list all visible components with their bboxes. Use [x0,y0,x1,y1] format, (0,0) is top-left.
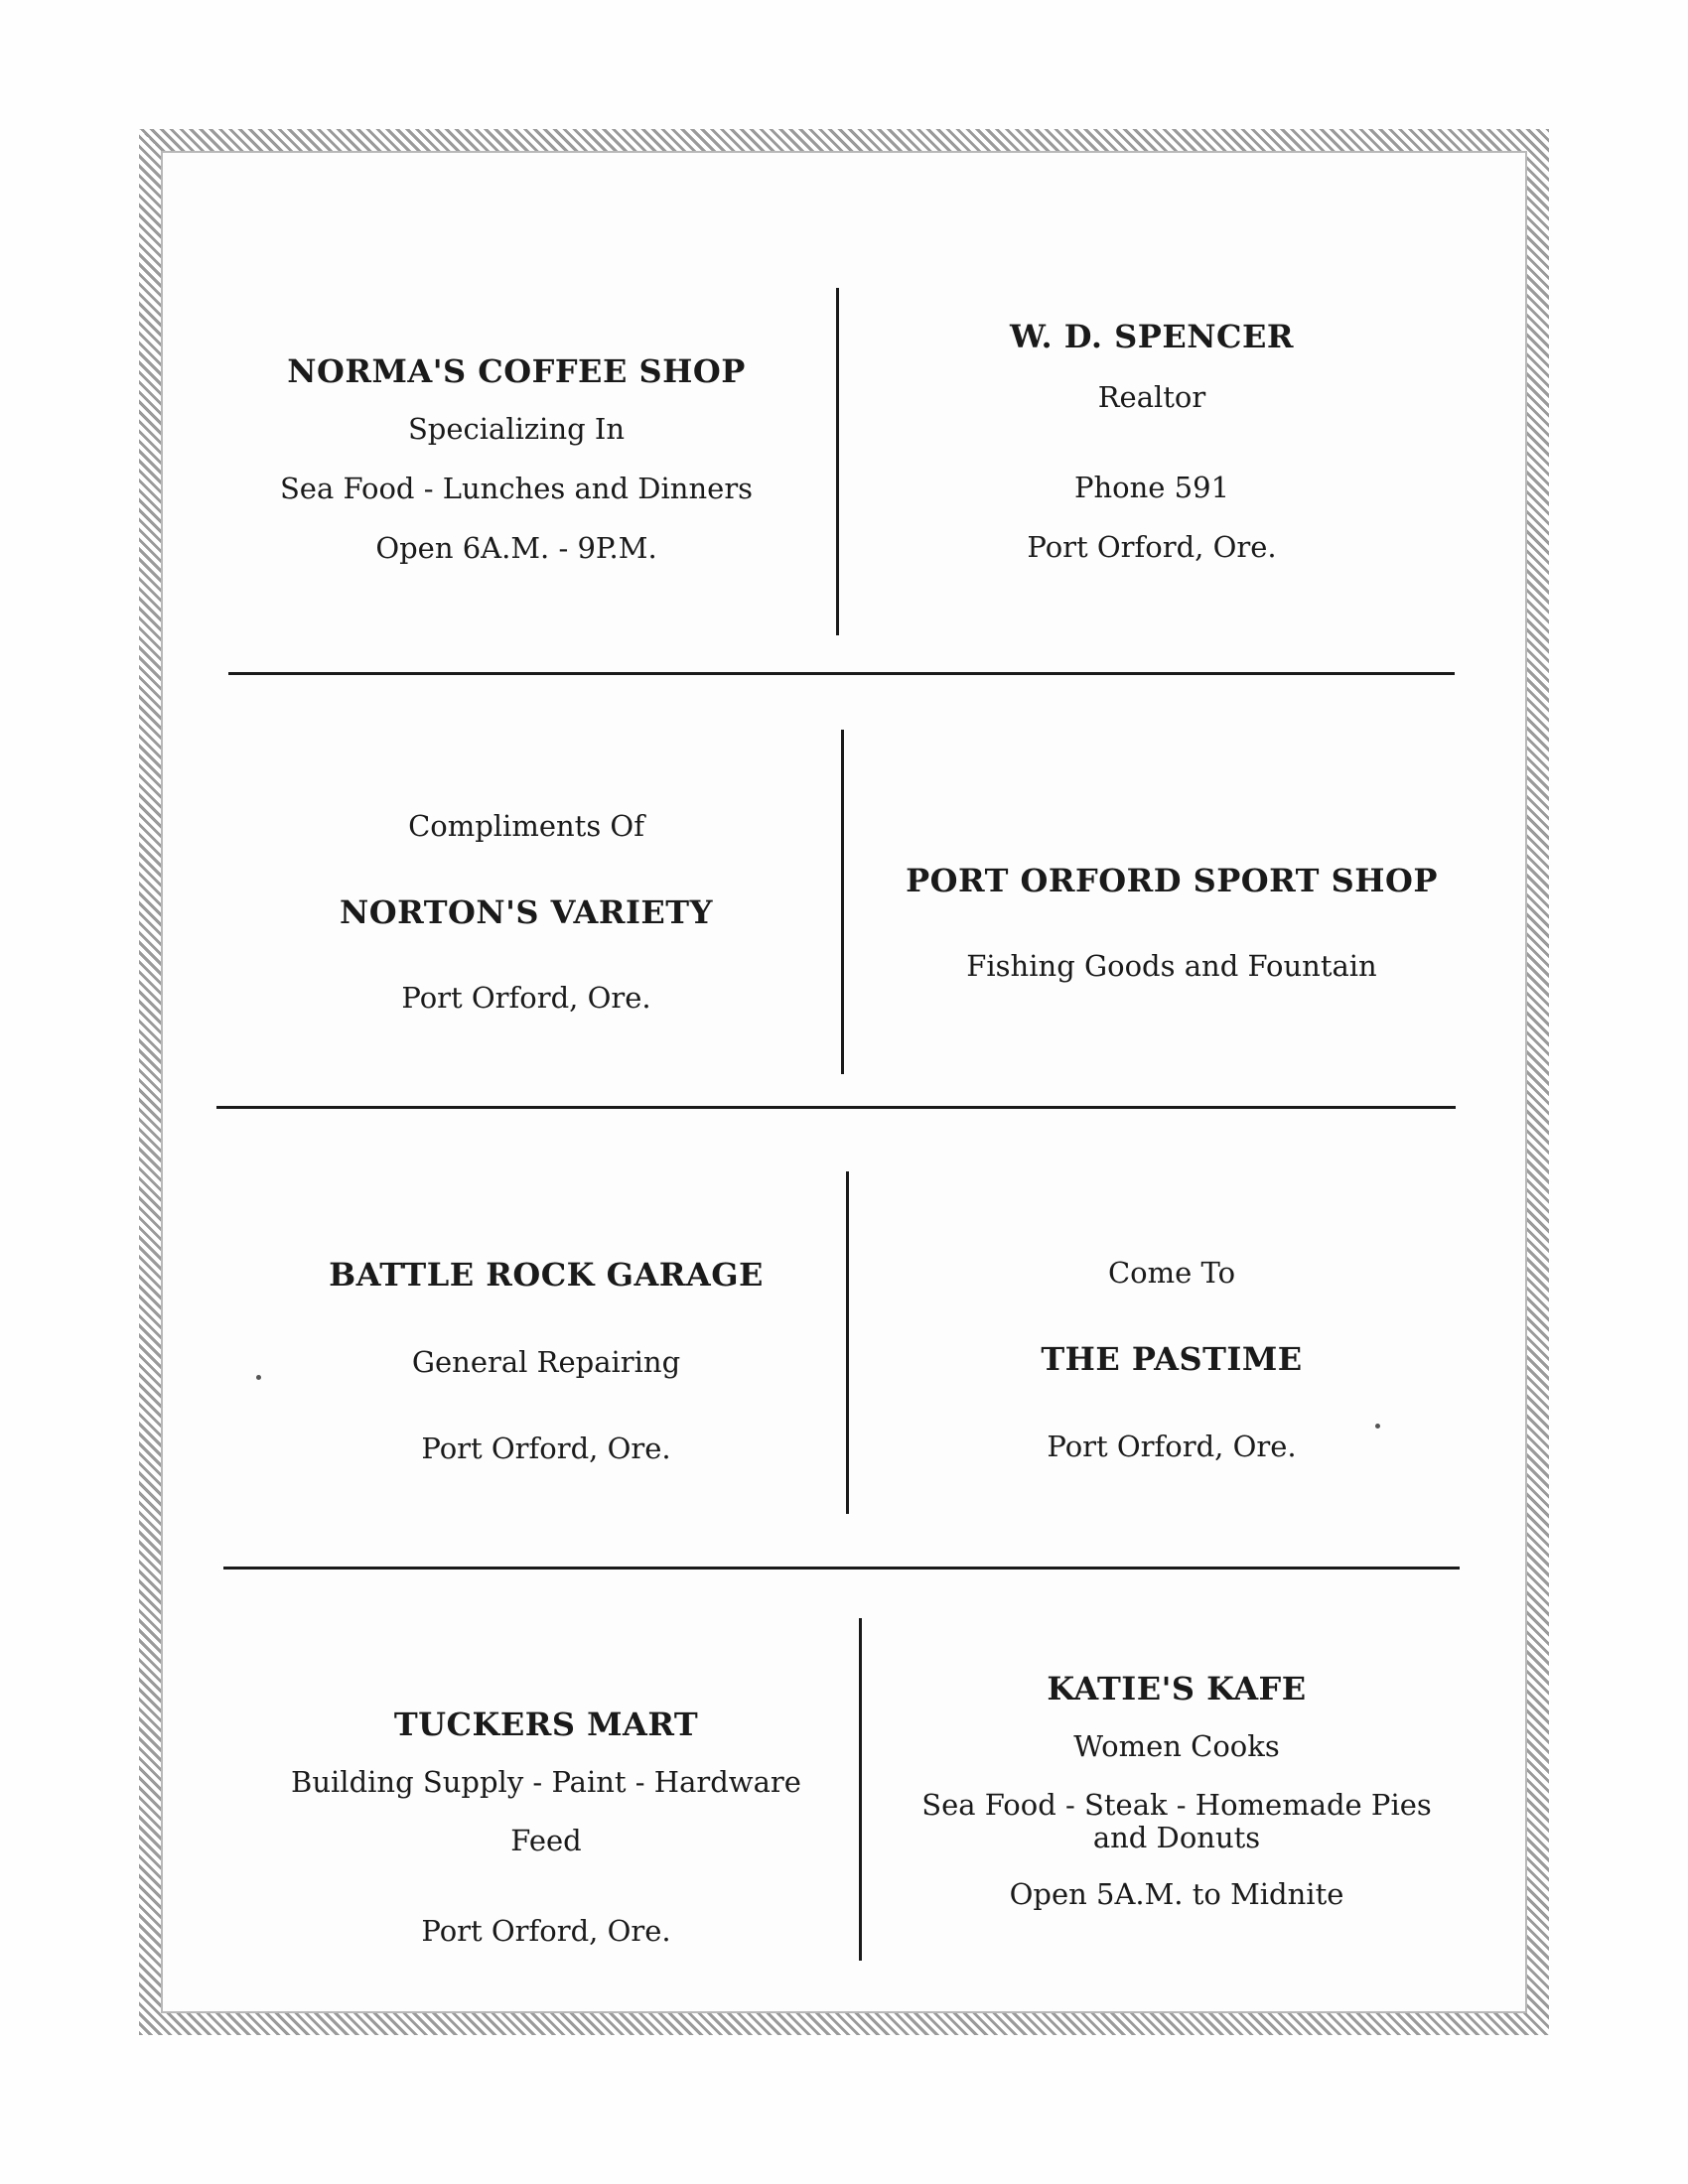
ad-nortons-variety [248,809,804,1016]
ad-text: Port Orford, Ore. [421,1432,671,1466]
ad-text: Specializing In [407,412,626,447]
ad-name: THE PASTIME [1041,1339,1303,1378]
ad-name: NORMA'S COFFEE SHOP [287,352,746,390]
ad-name: TUCKERS MART [393,1706,699,1743]
ad-text: Come To [1107,1256,1236,1290]
ad-text: Open 5A.M. to Midnite [1009,1876,1344,1911]
ad-text: Sea Food - Lunches and Dinners [279,472,754,506]
print-speck [256,1375,261,1380]
ad-name: W. D. SPENCER [1010,318,1294,355]
ad-text: Open 6A.M. - 9P.M. [375,530,657,565]
ad-text: Fishing Goods and Fountain [966,949,1377,984]
ad-tuckers-mart [238,1706,854,1949]
column-divider-1 [836,288,839,635]
ad-name: PORT ORFORD SPORT SHOP [906,862,1438,899]
ad-text: Building Supply - Paint - Hardware [291,1765,801,1800]
ad-name: NORTON'S VARIETY [340,892,713,931]
column-divider-4 [859,1618,862,1961]
ad-text: Port Orford, Ore. [401,981,651,1016]
ad-text: Feed [510,1824,582,1858]
ad-text: Realtor [1097,380,1206,415]
divider-row-2 [216,1106,1456,1109]
ad-text: Women Cooks [1073,1729,1280,1764]
ad-text: Phone 591 [1073,471,1230,505]
ad-text: Port Orford, Ore. [1027,529,1277,564]
ad-text: Port Orford, Ore. [421,1913,671,1948]
ad-name: KATIE'S KAFE [1047,1670,1307,1707]
ad-text: Compliments Of [408,809,644,843]
ad-normas-coffee-shop [238,352,794,566]
ad-text: and Donuts [1092,1820,1261,1854]
divider-row-3 [223,1567,1460,1570]
ad-text: Port Orford, Ore. [1047,1430,1297,1464]
column-divider-2 [841,730,844,1074]
column-divider-3 [846,1171,849,1514]
ad-text: General Repairing [411,1345,681,1380]
divider-row-1 [228,672,1455,675]
ad-port-orford-sport-shop [894,862,1450,984]
ad-name: BATTLE ROCK GARAGE [329,1256,764,1294]
ad-the-pastime [904,1256,1440,1464]
ad-katies-kafe [899,1670,1455,1912]
ad-wd-spencer [894,318,1410,565]
ad-battle-rock-garage [278,1256,814,1466]
ad-text: Sea Food - Steak - Homemade Pies [921,1788,1432,1823]
